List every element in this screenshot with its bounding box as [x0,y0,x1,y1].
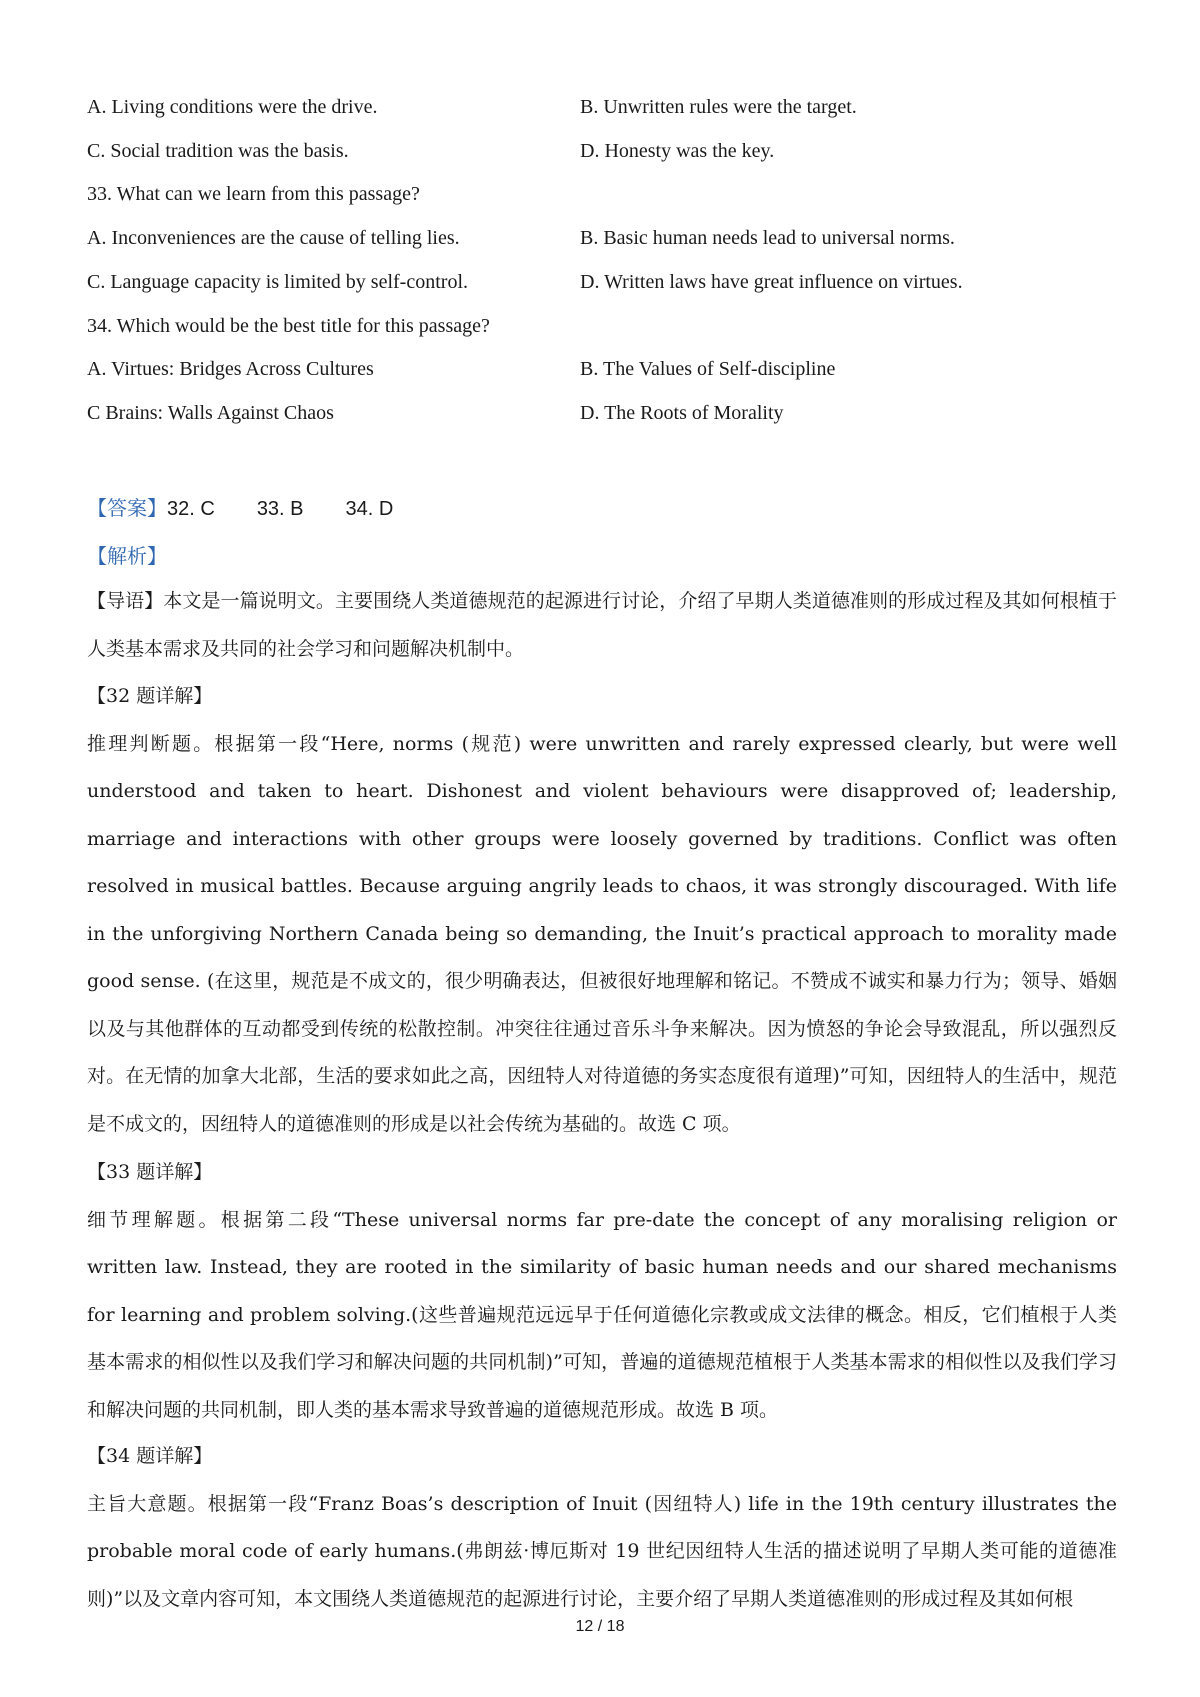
page-number: 12 / 18 [575,1618,625,1635]
q34-option-d: D. The Roots of Morality [580,402,784,424]
answer-34: 34. D [345,498,394,520]
intro-text: 【导语】本文是一篇说明文。主要围绕人类道德规范的起源进行讨论，介绍了早期人类道德准则的形成过程及其如何根植于人类基本需求及共同的社会学习和问题解决机制中。 [87,590,1117,660]
answer-33: 33. B [256,498,304,520]
q34-detail-text: 主旨大意题。根据第一段“Franz Boas’s description of Inuit (因纽特人) life in the 19th century illustrates the probable moral code of early humans.(弗朗兹·博厄斯对 19 世纪因纽特人生活的描述说明了早期人类可能的道德准则)”以及文章内容可知，本文围绕人类道德规范的起源进行讨论，主要介绍了早期人类道德准则的形成过程及其如何根 [87,1492,1117,1610]
q34-stem: 34. Which would be the best title for this passage? [87,315,490,337]
q33-option-a: A. Inconveniences are the cause of telling lies. [87,227,460,249]
answer-32: 32. C [167,498,215,520]
q32-option-d: D. Honesty was the key. [580,140,775,162]
q32-option-a: A. Living conditions were the drive. [87,96,378,118]
answer-line [87,492,393,521]
q33-option-b: B. Basic human needs lead to universal norms. [580,227,955,249]
q32-option-b: B. Unwritten rules were the target. [580,96,857,118]
q34-detail-heading: 【34 题详解】 [87,1445,213,1467]
intro-block [87,578,1117,673]
q34-detail [87,1433,1117,1623]
analysis-tag: 【解析】 [87,544,167,568]
q34-option-c: C Brains: Walls Against Chaos [87,402,334,424]
q32-detail-heading: 【32 题详解】 [87,685,213,707]
q33-stem: 33. What can we learn from this passage? [87,183,420,205]
q33-detail-heading: 【33 题详解】 [87,1161,213,1183]
q33-detail-text: 细节理解题。根据第二段“These universal norms far pre-date the concept of any moralising religion or written law. Instead, they are rooted in the similarity of basic human needs and our shared mechanisms for learning and problem solving.(这些普遍规范远远早于任何道德化宗教或成文法律的概念。相反，它们植根于人类基本需求的相似性以及我们学习和解决问题的共同机制)”可知，普遍的道德规范植根于人类基本需求的相似性以及我们学习和解决问题的共同机制，即人类的基本需求导致普遍的道德规范形成。故选 B 项。 [87,1208,1117,1421]
q32-option-c: C. Social tradition was the basis. [87,140,349,162]
q33-detail [87,1149,1117,1434]
q34-option-a: A. Virtues: Bridges Across Cultures [87,358,374,380]
answer-tag: 【答案】 [87,496,167,520]
q32-detail [87,673,1117,1148]
q34-option-b: B. The Values of Self-discipline [580,358,836,380]
q32-detail-text: 推理判断题。根据第一段“Here, norms (规范) were unwritten and rarely expressed clearly, but were well understood and taken to heart. Dishonest and violent behaviours were disapproved of; leadership, marriage and interactions with other groups were loosely governed by traditions. Conflict was often resolved in musical battles. Because arguing angrily leads to chaos, it was strongly discouraged. With life in the unforgiving Northern Canada being so demanding, the Inuit’s practical approach to morality made good sense. (在这里，规范是不成文的，很少明确表达，但被很好地理解和铭记。不赞成不诚实和暴力行为；领导、婚姻以及与其他群体的互动都受到传统的松散控制。冲突往往通过音乐斗争来解决。因为愤怒的争论会导致混乱，所以强烈反对。在无情的加拿大北部，生活的要求如此之高，因纽特人对待道德的务实态度很有道理)”可知，因纽特人的生活中，规范是不成文的，因纽特人的道德准则的形成是以社会传统为基础的。故选 C 项。 [87,732,1117,1135]
q33-option-d: D. Written laws have great influence on virtues. [580,271,963,293]
q33-option-c: C. Language capacity is limited by self-control. [87,271,468,293]
